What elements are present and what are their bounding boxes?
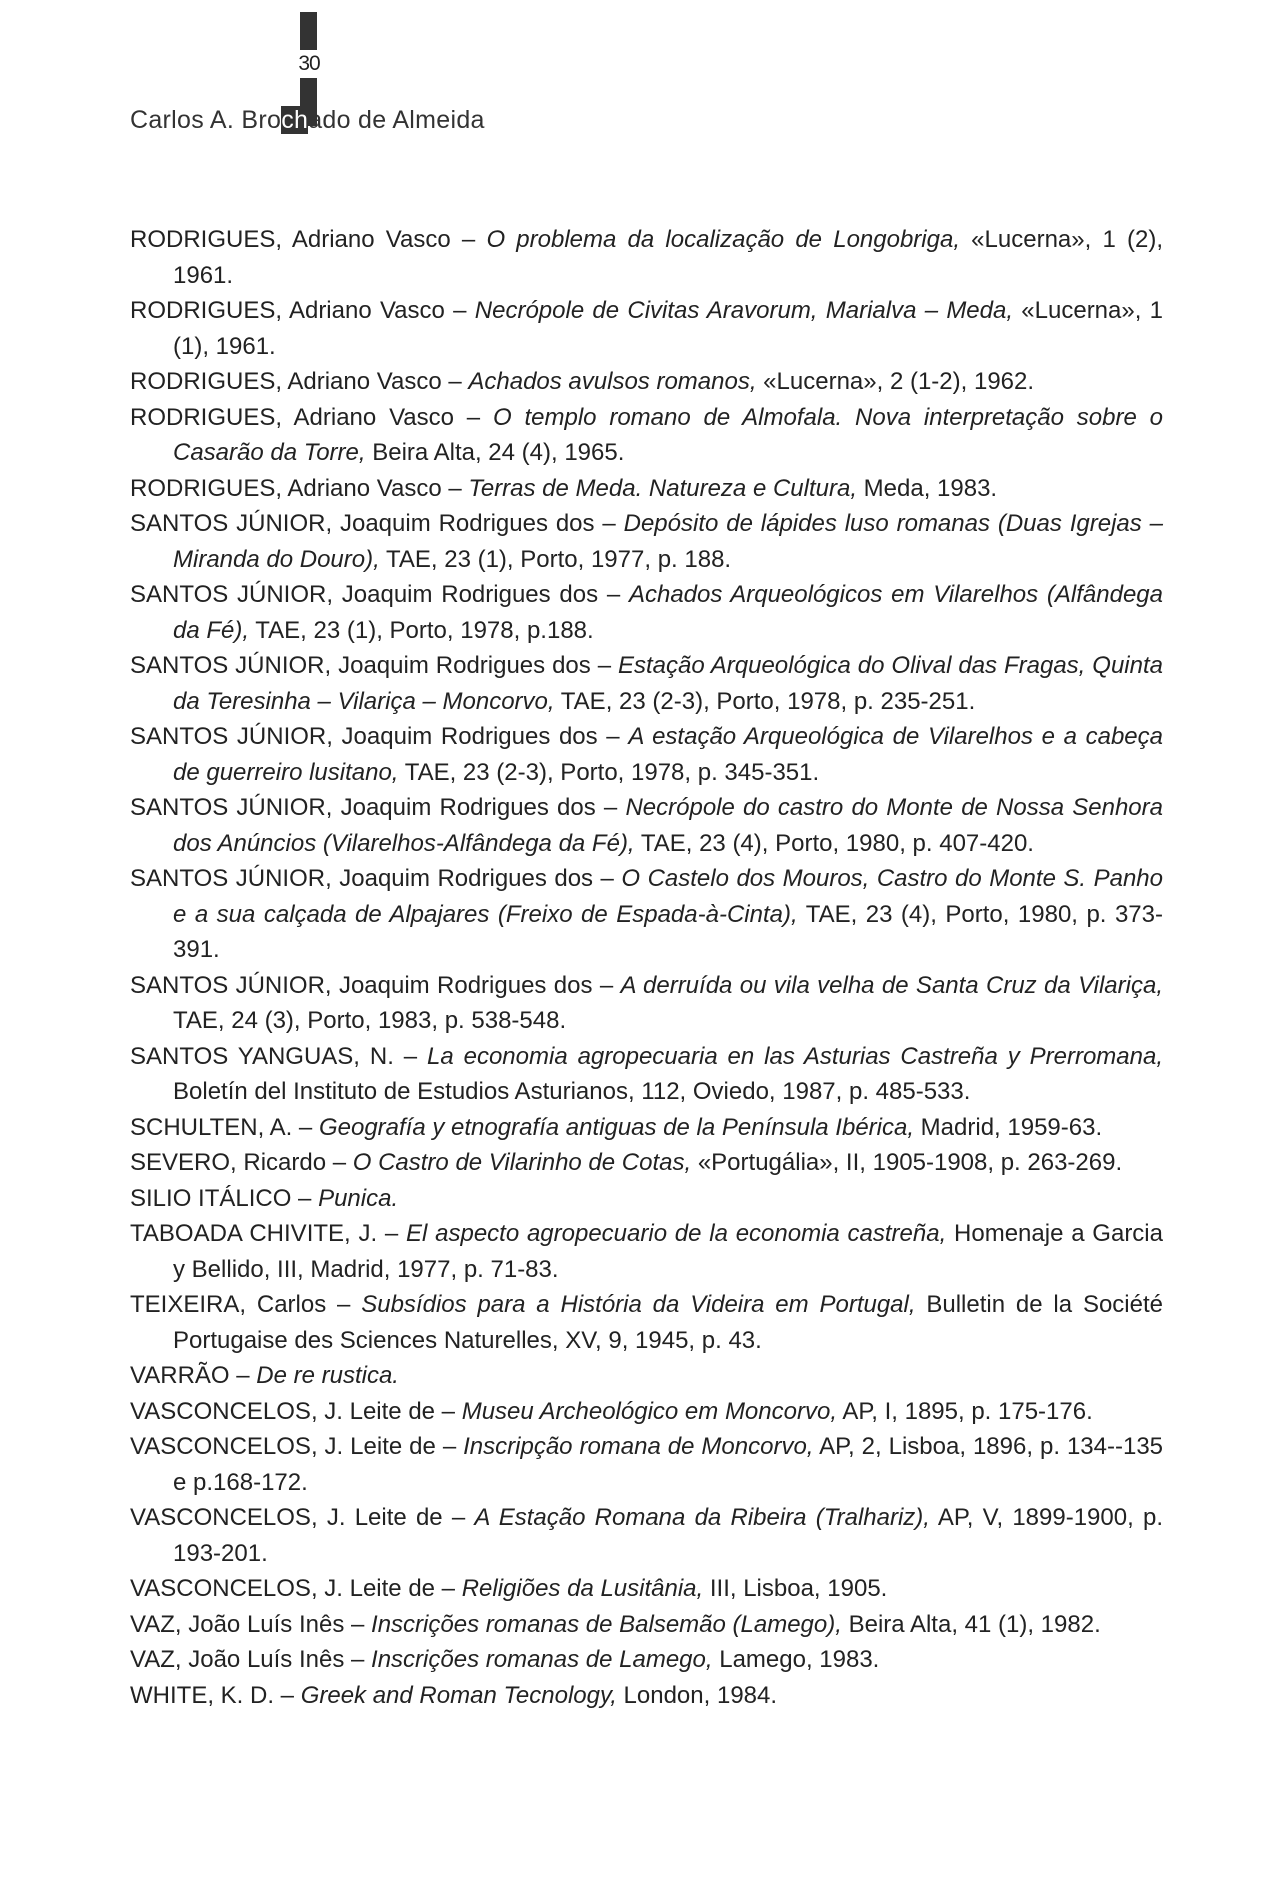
entry-rest: TAE, 23 (4), Porto, 1980, p. 373-391. — [173, 900, 1163, 963]
bibliography-entry — [130, 471, 1163, 507]
entry-title: La economia agropecuaria en las Asturias Castreña y Prerromana, — [427, 1042, 1163, 1070]
entry-author: SANTOS JÚNIOR, Joaquim Rodrigues dos – — [130, 971, 621, 999]
bibliography-entry — [130, 1181, 1163, 1217]
entry-rest: AP, V, 1899-1900, p. 193-201. — [173, 1504, 1163, 1567]
entry-rest: London, 1984. — [616, 1681, 778, 1709]
entry-author: SEVERO, Ricardo – — [130, 1149, 353, 1176]
entry-author: SANTOS JÚNIOR, Joaquim Rodrigues dos – — [130, 652, 618, 679]
entry-rest: AP, 2, Lisboa, 1896, p. 134--135 e p.168-172. — [173, 1433, 1164, 1496]
page-number: 30 — [298, 52, 320, 75]
entry-rest: Boletín del Instituto de Estudios Asturianos, 112, Oviedo, 1987, p. 485-533. — [173, 1078, 971, 1105]
bibliography-entry — [130, 1607, 1163, 1643]
entry-title: O problema da localização de Longobriga, — [486, 226, 960, 253]
entry-title: A Estação Romana da Ribeira (Tralhariz), — [474, 1504, 930, 1531]
entry-title: A estação Arqueológica de Vilarelhos e a cabeça de guerreiro lusitano, — [173, 723, 1163, 786]
entry-rest: III, Lisboa, 1905. — [703, 1575, 888, 1602]
bibliography-entry — [130, 861, 1163, 968]
entry-title: Punica. — [318, 1184, 399, 1212]
entry-author: WHITE, K. D. – — [130, 1681, 301, 1709]
entry-title: Greek and Roman Tecnology, — [300, 1681, 617, 1709]
entry-author: RODRIGUES, Adriano Vasco – — [130, 403, 493, 431]
bibliography-entry — [130, 1394, 1163, 1430]
entry-author: RODRIGUES, Adriano Vasco – — [130, 226, 487, 253]
entry-author: VASCONCELOS, J. Leite de – — [130, 1433, 464, 1460]
entry-title: Terras de Meda. Natureza e Cultura, — [468, 474, 857, 502]
entry-rest: Homenaje a Garcia y Bellido, III, Madrid, 1977, p. 71-83. — [173, 1220, 1163, 1283]
entry-rest: TAE, 23 (1), Porto, 1978, p.188. — [249, 616, 594, 644]
entry-rest: Meda, 1983. — [857, 474, 998, 502]
entry-author: SILIO ITÁLICO – — [130, 1184, 319, 1212]
entry-title: A derruída ou vila velha de Santa Cruz da Vilariça, — [620, 971, 1163, 999]
bibliography-entry — [130, 790, 1163, 861]
entry-title: Inscrições romanas de Lamego, — [371, 1646, 713, 1673]
entry-title: Estação Arqueológica do Olival das Fragas, Quinta da Teresinha – Vilariça – Moncorvo, — [173, 652, 1163, 715]
entry-rest: TAE, 23 (2-3), Porto, 1978, p. 235-251. — [554, 687, 976, 715]
entry-author: TEIXEIRA, Carlos – — [130, 1291, 362, 1318]
bibliography-entry — [130, 719, 1163, 790]
author-text-end: ado de Almeida — [308, 106, 485, 134]
entry-title: Depósito de lápides luso romanas (Duas Igrejas – Miranda do Douro), — [173, 510, 1163, 573]
bibliography-entry — [130, 968, 1163, 1039]
entry-author: SANTOS JÚNIOR, Joaquim Rodrigues dos – — [130, 865, 622, 892]
entry-rest: «Lucerna», 1 (1), 1961. — [173, 297, 1164, 360]
bibliography-entry — [130, 364, 1163, 400]
entry-title: Religiões da Lusitânia, — [461, 1575, 704, 1602]
bibliography-entry — [130, 1642, 1163, 1678]
entry-title: O Castelo dos Mouros, Castro do Monte S. Panho e a sua calçada de Alpajares (Freixo de Espada-à-Cinta), — [173, 865, 1163, 928]
entry-author: SANTOS JÚNIOR, Joaquim Rodrigues dos – — [130, 581, 629, 608]
entry-title: El aspecto agropecuario de la economia castreña, — [406, 1220, 947, 1247]
bibliography-entry — [130, 222, 1163, 293]
bibliography-entry — [130, 400, 1163, 471]
entry-title: Geografía y etnografía antiguas de la Península Ibérica, — [318, 1113, 915, 1141]
bibliography-entry — [130, 1500, 1163, 1571]
author-text-highlight: ch — [281, 106, 309, 134]
entry-title: O Castro de Vilarinho de Cotas, — [352, 1149, 692, 1176]
entry-author: RODRIGUES, Adriano Vasco – — [130, 297, 475, 324]
entry-rest: TAE, 23 (1), Porto, 1977, p. 188. — [379, 545, 732, 573]
entry-title: Inscrições romanas de Balsemão (Lamego), — [371, 1610, 842, 1638]
entry-author: SCHULTEN, A. – — [130, 1113, 319, 1141]
entry-rest: «Lucerna», 1 (2), 1961. — [173, 226, 1164, 289]
entry-rest: TAE, 23 (4), Porto, 1980, p. 407-420. — [634, 829, 1034, 857]
entry-author: SANTOS JÚNIOR, Joaquim Rodrigues dos – — [130, 510, 624, 537]
entry-rest: «Lucerna», 2 (1-2), 1962. — [756, 368, 1035, 395]
bibliography-entry — [130, 293, 1163, 364]
entry-author: RODRIGUES, Adriano Vasco – — [130, 368, 469, 395]
entry-rest: Madrid, 1959-63. — [914, 1113, 1103, 1141]
entry-title: Achados avulsos romanos, — [468, 368, 757, 395]
entry-author: VASCONCELOS, J. Leite de – — [130, 1575, 462, 1602]
entry-author: VASCONCELOS, J. Leite de – — [130, 1504, 475, 1531]
entry-title: Museu Archeológico em Moncorvo, — [461, 1397, 837, 1425]
bibliography-entry — [130, 1358, 1163, 1394]
entry-title: Subsídios para a História da Videira em Portugal, — [361, 1291, 916, 1318]
bibliography-entry — [130, 1287, 1163, 1358]
entry-author: SANTOS JÚNIOR, Joaquim Rodrigues dos – — [130, 723, 629, 750]
bibliography-entry — [130, 577, 1163, 648]
bibliography-entry — [130, 1571, 1163, 1607]
bibliography-entry — [130, 1039, 1163, 1110]
bibliography-entry — [130, 1110, 1163, 1146]
entry-author: VAZ, João Luís Inês – — [130, 1610, 372, 1638]
entry-rest: Beira Alta, 41 (1), 1982. — [841, 1610, 1101, 1638]
running-header-author — [130, 106, 485, 135]
bibliography-entry — [130, 1216, 1163, 1287]
entry-rest: Bulletin de la Société Portugaise des Sciences Naturelles, XV, 9, 1945, p. 43. — [173, 1291, 1163, 1354]
entry-rest: Beira Alta, 24 (4), 1965. — [365, 439, 625, 466]
entry-title: Inscripção romana de Moncorvo, — [463, 1433, 814, 1460]
entry-rest: AP, I, 1895, p. 175-176. — [836, 1397, 1093, 1425]
entry-rest: Lamego, 1983. — [712, 1646, 880, 1673]
entry-title: Necrópole de Civitas Aravorum, Marialva – Meda, — [474, 297, 1014, 324]
entry-author: VARRÃO – — [130, 1362, 257, 1389]
entry-author: RODRIGUES, Adriano Vasco – — [130, 474, 469, 502]
entry-author: SANTOS YANGUAS, N. – — [130, 1042, 428, 1070]
bibliography-entry — [130, 1145, 1163, 1181]
bibliography-list — [130, 222, 1163, 1713]
entry-title: Achados Arqueológicos em Vilarelhos (Alfândega da Fé), — [173, 581, 1163, 644]
header-marker-top — [300, 12, 317, 50]
author-text-start: Carlos A. Bro — [130, 106, 282, 134]
entry-author: TABOADA CHIVITE, J. – — [130, 1220, 407, 1247]
entry-rest: TAE, 24 (3), Porto, 1983, p. 538-548. — [173, 1007, 567, 1034]
entry-author: VASCONCELOS, J. Leite de – — [130, 1397, 462, 1425]
entry-author: SANTOS JÚNIOR, Joaquim Rodrigues dos – — [130, 794, 626, 821]
entry-rest: TAE, 23 (2-3), Porto, 1978, p. 345-351. — [398, 758, 820, 786]
bibliography-entry — [130, 1429, 1163, 1500]
bibliography-entry — [130, 1678, 1163, 1714]
entry-title: O templo romano de Almofala. Nova interpretação sobre o Casarão da Torre, — [173, 403, 1163, 466]
entry-author: VAZ, João Luís Inês – — [130, 1646, 372, 1673]
entry-title: De re rustica. — [256, 1362, 399, 1389]
entry-rest: «Portugália», II, 1905-1908, p. 263-269. — [691, 1149, 1123, 1176]
bibliography-entry — [130, 648, 1163, 719]
bibliography-entry — [130, 506, 1163, 577]
entry-title: Necrópole do castro do Monte de Nossa Senhora dos Anúncios (Vilarelhos-Alfândega da Fé), — [173, 794, 1163, 857]
